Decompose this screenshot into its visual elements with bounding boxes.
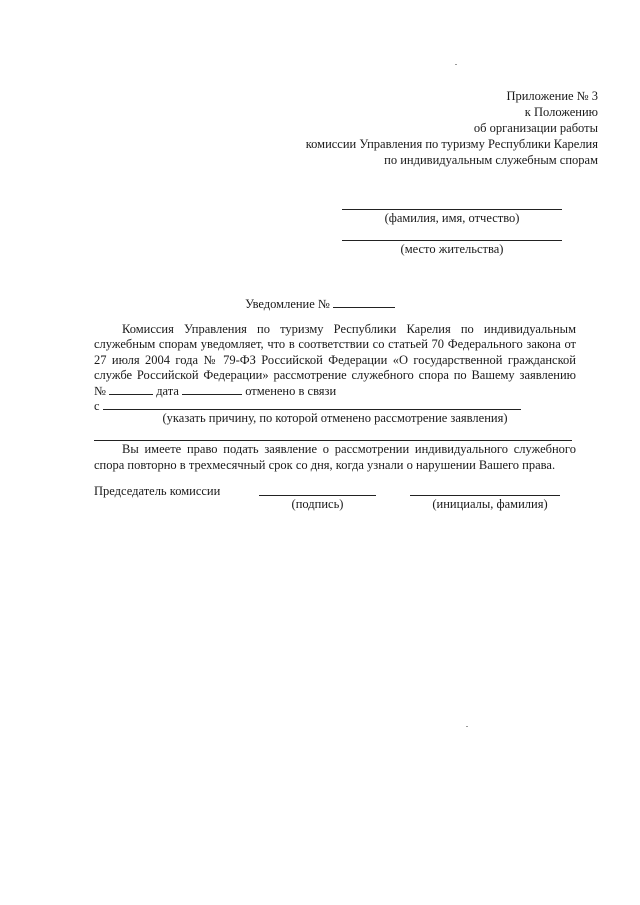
application-number-blank[interactable] (109, 383, 153, 395)
date-label: дата (156, 384, 179, 399)
annex-line: комиссии Управления по туризму Республики Карелия (305, 137, 598, 151)
notice-paragraph-text: Комиссия Управления по туризму Республики Карелия по индивидуальным служебным спорам уведомляет, что в соответствии со статьей 70 Федерального закона от 27 июля 2004 года № 79-ФЗ Российской Федерации «О государственной гражданской службе Российской Федерации» рассмотрение служебного спора по Вашему заявлению № (94, 322, 576, 399)
notice-title (0, 296, 640, 312)
recipient-residence-caption: (место жительства) (400, 242, 504, 256)
rights-paragraph: Вы имеете право подать заявление о рассмотрении индивидуального служебного спора повторно в трехмесячный срок со дня, когда узнали о нарушении Вашего права. (94, 442, 576, 472)
reason-prefix: с (94, 399, 100, 413)
notice-paragraph (94, 322, 576, 399)
signature-caption: (подпись) (291, 497, 344, 511)
reason-continuation-line[interactable] (94, 440, 572, 441)
recipient-name-block (342, 209, 562, 226)
signature-line[interactable] (259, 495, 376, 496)
chairman-label: Председатель комиссии (94, 484, 221, 498)
reason-blank[interactable] (103, 398, 521, 410)
scan-speck (455, 64, 457, 65)
notice-number-blank[interactable] (333, 296, 395, 308)
name-line[interactable] (410, 495, 560, 496)
cancelled-text: отменено в связи (245, 384, 337, 399)
notice-title-text: Уведомление № (245, 297, 330, 311)
scan-speck (466, 726, 468, 727)
recipient-residence-block (342, 240, 562, 257)
annex-line: к Положению (524, 105, 598, 119)
annex-line: Приложение № 3 (506, 89, 598, 103)
signature-block (94, 484, 576, 516)
reason-caption: (указать причину, по которой отменено рассмотрение заявления) (162, 411, 508, 425)
annex-line: об организации работы (473, 121, 598, 135)
annex-line: по индивидуальным служебным спорам (384, 153, 598, 167)
annex-header (306, 88, 598, 168)
initials-caption: (инициалы, фамилия) (432, 497, 548, 511)
rights-block (94, 442, 576, 473)
notice-body (94, 322, 576, 399)
date-blank[interactable] (182, 383, 242, 395)
recipient-name-caption: (фамилия, имя, отчество) (384, 211, 520, 225)
